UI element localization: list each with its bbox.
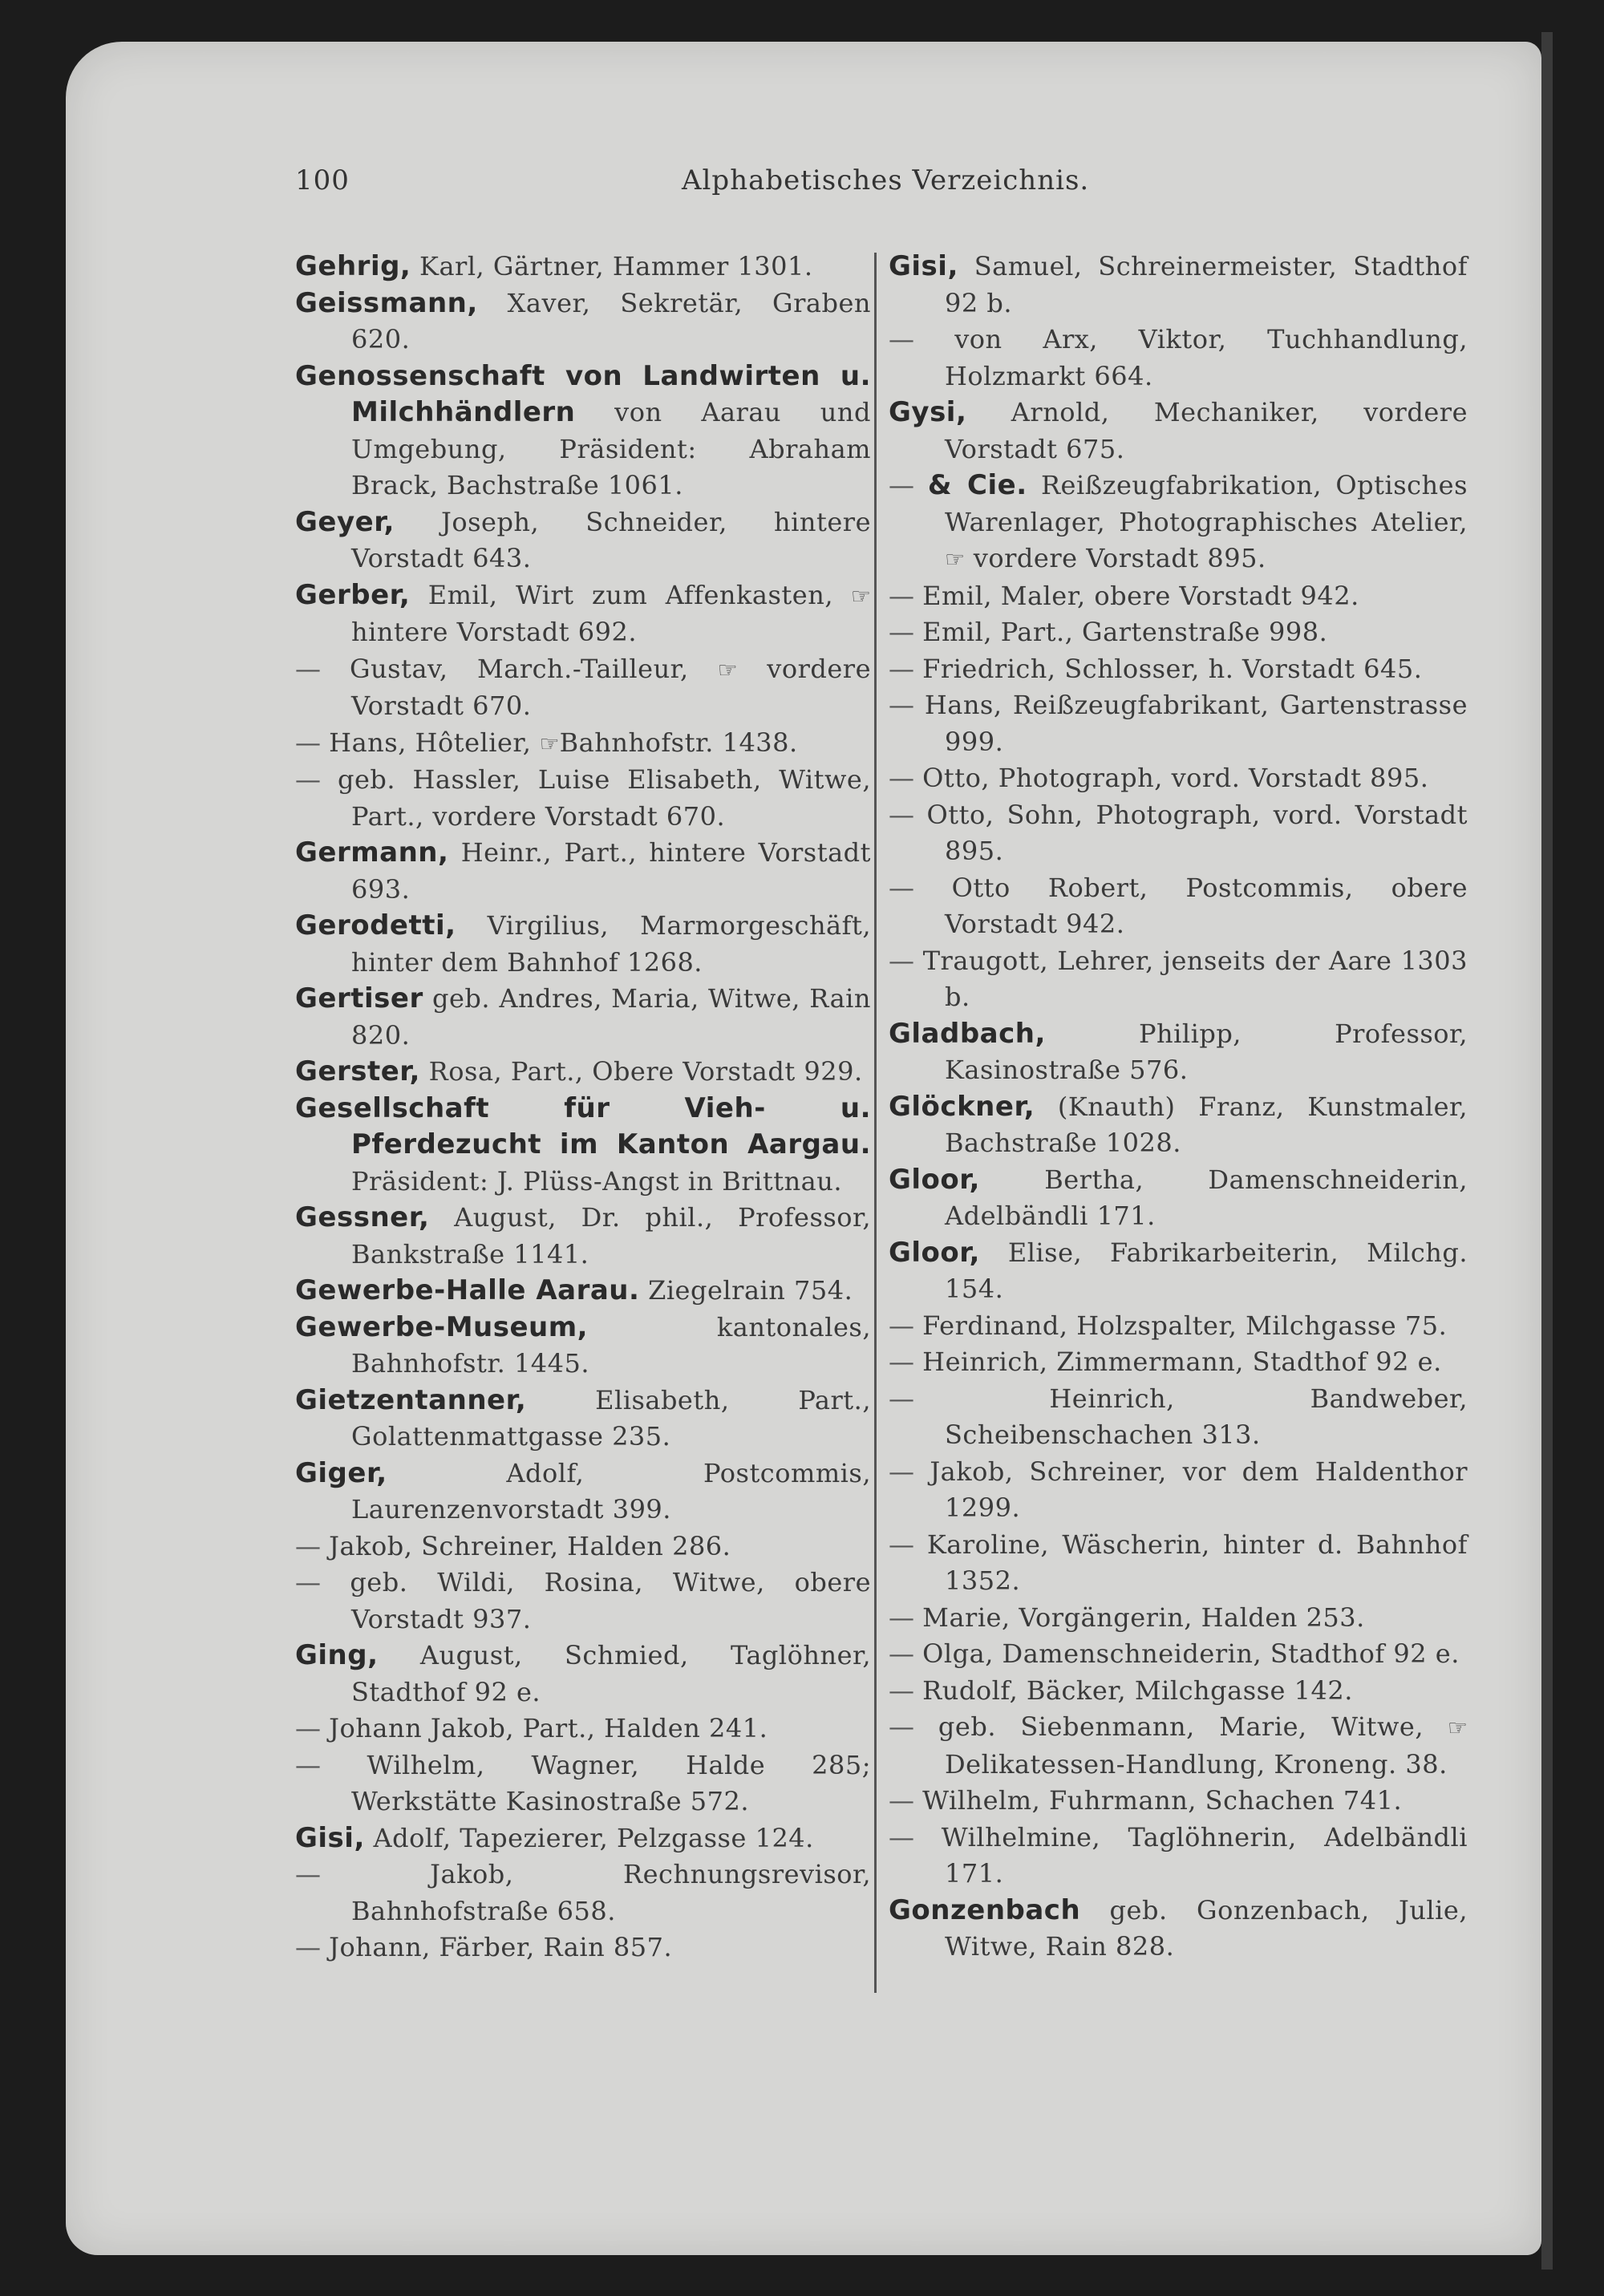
directory-entry — [295, 577, 871, 651]
pointing-hand-icon: ☞ — [850, 582, 872, 609]
directory-entry — [889, 614, 1468, 651]
entry-detail: Elisabeth, Part., Golattenmattgasse 235. — [351, 1384, 871, 1452]
entry-name: Gonzenbach — [889, 1893, 1081, 1926]
continuation-dash — [295, 1859, 871, 1926]
entry-lead — [295, 1458, 871, 1525]
entry-lead — [295, 580, 871, 648]
directory-entry — [889, 578, 1468, 615]
continuation-dash — [889, 1529, 1468, 1597]
continuation-dash — [889, 1310, 1447, 1341]
directory-entry — [889, 1600, 1468, 1637]
directory-entry — [295, 1565, 871, 1638]
directory-entry — [889, 1783, 1468, 1820]
entry-detail: Virgilius, Marmorgeschäft, hinter dem Bahnhof 1268. — [351, 910, 871, 978]
continuation-dash — [889, 617, 1327, 647]
entry-name: & Cie. — [927, 469, 1027, 501]
entry-detail: Jakob, Rechnungsrevisor, Bahnhofstraße 658. — [351, 1859, 872, 1926]
entry-lead — [889, 1164, 1468, 1232]
continuation-dash — [889, 1711, 1468, 1780]
book-edge — [1541, 32, 1553, 2270]
entry-detail: Emil, Maler, obere Vorstadt 942. — [922, 580, 1359, 611]
entry-name: Gladbach, — [889, 1017, 1046, 1050]
entry-detail: Wilhelmine, Taglöhnerin, Adelbändli 171. — [941, 1821, 1468, 1889]
continuation-dash — [889, 946, 1468, 1013]
entry-detail: Otto, Sohn, Photograph, vord. Vorstadt 895. — [926, 799, 1468, 866]
entry-detail: Xaver, Sekretär, Graben 620. — [351, 287, 871, 354]
continuation-dash — [889, 873, 1468, 940]
entry-lead — [889, 1018, 1468, 1086]
entry-detail: geb. Hassler, Luise Elisabeth, Witwe, Part., vordere Vorstadt 670. — [337, 764, 872, 832]
entry-lead — [295, 361, 871, 501]
entry-detail: Gustav, March.-Tailleur, — [350, 653, 689, 684]
directory-entry — [295, 1273, 871, 1310]
entry-detail: Bertha, Damenschneiderin, Adelbändli 171. — [945, 1164, 1468, 1231]
entry-detail: Heinrich, Bandweber, Scheibenschachen 313. — [945, 1383, 1468, 1450]
entry-name: Gloor, — [889, 1163, 980, 1196]
entry-detail: Olga, Damenschneiderin, Stadthof 92 e. — [922, 1638, 1460, 1669]
entry-name: Germann, — [295, 836, 449, 869]
entry-name: Genossenschaft von Landwirten u. Milchhändlern — [295, 359, 871, 428]
entry-lead — [295, 1312, 871, 1379]
continuation-dash — [889, 1383, 1468, 1451]
entry-name: Gerster, — [295, 1055, 420, 1087]
entry-detail: Karoline, Wäscherin, hinter d. Bahnhof 1352. — [926, 1529, 1468, 1596]
entry-lead — [889, 1091, 1468, 1159]
directory-entry — [295, 1930, 871, 1966]
entry-detail: Karl, Gärtner, Hammer 1301. — [411, 251, 813, 281]
entry-name: Gerodetti, — [295, 909, 456, 941]
directory-entry — [889, 395, 1468, 468]
directory-entry — [295, 285, 871, 358]
directory-entry — [889, 1527, 1468, 1600]
entry-name: Gewerbe-Museum, — [295, 1310, 589, 1343]
entry-detail: Joseph, Schneider, hintere Vorstadt 643. — [351, 506, 871, 573]
entry-name: Geyer, — [295, 505, 395, 538]
entry-detail: Heinrich, Zimmermann, Stadthof 92 e. — [922, 1346, 1442, 1377]
entry-detail: von Aarau und Umgebung, Präsident: Abraham Brack, Bachstraße 1061. — [351, 397, 871, 500]
continuation-dash — [295, 1750, 871, 1817]
continuation-dash — [889, 1456, 1468, 1524]
continuation-dash — [889, 800, 1468, 867]
directory-entry — [295, 651, 871, 725]
continuation-dash — [295, 1713, 768, 1743]
directory-entry — [295, 1200, 871, 1273]
directory-entry — [295, 1091, 871, 1201]
entry-detail: Johann, Färber, Rain 857. — [329, 1932, 673, 1962]
directory-entry — [295, 1820, 871, 1857]
entry-name: Glöckner, — [889, 1090, 1035, 1123]
entry-detail: Ferdinand, Holzspalter, Milchgasse 75. — [922, 1310, 1448, 1341]
entry-name: Gysi, — [889, 396, 967, 428]
pointing-hand-icon: ☞ — [539, 730, 560, 757]
continuation-dash — [295, 1567, 871, 1634]
directory-entry — [889, 1089, 1468, 1162]
directory-entry — [889, 1344, 1468, 1381]
entry-detail: Arnold, Mechaniker, vordere Vorstadt 675. — [945, 397, 1468, 464]
entry-lead — [295, 1385, 871, 1452]
pointing-hand-icon: ☞ — [1447, 1715, 1468, 1741]
directory-entry — [295, 1383, 871, 1456]
entry-detail: Adolf, Postcommis, Laurenzenvorstadt 399. — [351, 1457, 871, 1525]
continuation-dash — [295, 1531, 731, 1561]
continuation-dash — [889, 581, 1359, 611]
entry-detail: Hans, Hôtelier, — [329, 727, 532, 758]
directory-entry — [295, 981, 871, 1054]
continuation-dash — [295, 727, 798, 758]
directory-entry — [889, 651, 1468, 688]
directory-entry — [295, 504, 871, 577]
continuation-dash — [889, 1638, 1460, 1669]
right-column — [889, 249, 1468, 1966]
entry-detail: Jakob, Schreiner, Halden 286. — [329, 1530, 731, 1561]
entry-name: Gessner, — [295, 1201, 430, 1233]
directory-entry — [295, 725, 871, 763]
entry-detail: Adolf, Tapezierer, Pelzgasse 124. — [364, 1822, 814, 1853]
entry-name: Gewerbe-Halle Aarau. — [295, 1274, 640, 1306]
entry-lead — [295, 1275, 853, 1306]
entry-name: Gloor, — [889, 1236, 980, 1269]
directory-entry — [889, 1016, 1468, 1089]
directory-entry — [889, 1381, 1468, 1454]
continuation-dash — [889, 1785, 1402, 1816]
entry-detail: (Knauth) Franz, Kunstmaler, Bachstraße 1028. — [945, 1091, 1468, 1158]
entry-lead — [295, 983, 871, 1051]
continuation-dash — [889, 654, 1422, 684]
continuation-dash — [295, 764, 871, 832]
entry-detail: Hans, Reißzeugfabrikant, Gartenstrasse 999. — [924, 690, 1468, 757]
entry-detail: geb. Siebenmann, Marie, Witwe, — [938, 1711, 1424, 1742]
entry-name: Gertiser — [295, 982, 423, 1014]
entry-lead — [295, 1202, 871, 1269]
pointing-hand-icon: ☞ — [717, 656, 738, 683]
left-column — [295, 249, 871, 1966]
entry-lead — [295, 288, 871, 355]
entry-detail-continued: Delikatessen-Handlung, Kroneng. 38. — [945, 1748, 1448, 1780]
entry-detail: von Arx, Viktor, Tuchhandlung, Holzmarkt 664. — [945, 324, 1468, 391]
entry-detail: Marie, Vorgängerin, Halden 253. — [922, 1602, 1365, 1633]
directory-entry — [295, 908, 871, 981]
entry-detail: August, Schmied, Taglöhner, Stadthof 92 e. — [351, 1640, 871, 1707]
directory-entry — [295, 1638, 871, 1711]
pointing-hand-icon: ☞ — [945, 546, 966, 573]
entry-detail: kantonales, Bahnhofstr. 1445. — [351, 1311, 871, 1379]
directory-entry — [295, 835, 871, 908]
entry-name: Gietzentanner, — [295, 1383, 527, 1416]
running-title: Alphabetisches Verzeichnis. — [682, 164, 1090, 196]
continuation-dash — [889, 1822, 1468, 1889]
entry-lead — [889, 1895, 1468, 1962]
entry-detail: Rudolf, Bäcker, Milchgasse 142. — [922, 1674, 1353, 1706]
continuation-dash — [295, 1932, 672, 1962]
entry-detail: Otto Robert, Postcommis, obere Vorstadt 942. — [945, 872, 1468, 939]
entry-detail: Reißzeugfabrikation, Optisches Warenlager, Photographisches Atelier, — [945, 470, 1468, 537]
directory-entry — [295, 762, 871, 835]
entry-detail: Ziegelrain 754. — [639, 1275, 853, 1306]
entry-detail-continued: vordere Vorstadt 670. — [351, 653, 872, 721]
entry-detail: Traugott, Lehrer, jenseits der Aare 1303 b. — [922, 945, 1468, 1012]
directory-entry — [295, 1529, 871, 1565]
directory-entry — [295, 1310, 871, 1383]
entry-lead — [295, 837, 871, 905]
entry-detail: Rosa, Part., Obere Vorstadt 929. — [419, 1056, 863, 1087]
entry-name: Geissmann, — [295, 286, 478, 319]
entry-lead — [889, 251, 1468, 318]
entry-detail: Samuel, Schreinermeister, Stadthof 92 b. — [945, 251, 1468, 318]
entry-name: Giger, — [295, 1456, 387, 1489]
entry-detail: Friedrich, Schlosser, h. Vorstadt 645. — [922, 653, 1423, 684]
directory-entry — [889, 1893, 1468, 1966]
continuation-dash — [889, 1602, 1365, 1633]
entry-detail: Elise, Fabrikarbeiterin, Milchg. 154. — [945, 1237, 1468, 1304]
entry-lead — [295, 1823, 814, 1853]
entry-name: Gisi, — [889, 250, 958, 282]
entry-detail: geb. Andres, Maria, Witwe, Rain 820. — [351, 983, 871, 1051]
directory-entry — [889, 797, 1468, 870]
entry-detail: Wilhelm, Wagner, Halde 285; Werkstätte Kasinostraße 572. — [351, 1749, 872, 1816]
entry-name: Gisi, — [295, 1821, 365, 1854]
directory-entry — [889, 1636, 1468, 1673]
directory-entry — [295, 1857, 871, 1930]
directory-entry — [889, 687, 1468, 760]
entry-detail: Präsident: J. Plüss-Angst in Brittnau. — [351, 1165, 843, 1197]
entry-name: Ging, — [295, 1639, 379, 1671]
entry-name: Gesellschaft für Vieh- u. Pferdezucht im Kanton Aargau. — [295, 1091, 871, 1160]
directory-entry — [295, 1711, 871, 1747]
entry-detail-continued: Bahnhofstr. 1438. — [559, 727, 798, 758]
continuation-dash — [889, 1675, 1353, 1706]
directory-entry — [889, 1162, 1468, 1235]
directory-entry — [889, 1235, 1468, 1308]
continuation-dash — [295, 654, 871, 722]
entry-name: Gerber, — [295, 578, 411, 611]
directory-entry — [889, 322, 1468, 395]
entry-detail-continued: vordere Vorstadt 895. — [965, 543, 1266, 573]
entry-lead — [295, 910, 871, 978]
directory-entry — [295, 358, 871, 504]
directory-entry — [889, 1308, 1468, 1345]
entry-lead — [295, 1056, 863, 1087]
entry-detail: Jakob, Schreiner, vor dem Haldenthor 1299. — [930, 1456, 1468, 1523]
entry-detail: Johann Jakob, Part., Halden 241. — [329, 1713, 768, 1743]
entry-lead — [889, 1237, 1468, 1305]
continuation-dash — [889, 324, 1468, 391]
column-divider — [874, 253, 877, 1993]
entry-detail-continued: hintere Vorstadt 692. — [351, 617, 638, 647]
directory-entry — [889, 1673, 1468, 1710]
entry-lead — [295, 1093, 871, 1197]
entry-detail: Otto, Photograph, vord. Vorstadt 895. — [922, 763, 1429, 793]
continuation-dash — [889, 763, 1428, 793]
entry-detail: geb. Wildi, Rosina, Witwe, obere Vorstadt 937. — [350, 1567, 872, 1634]
directory-entry — [889, 1709, 1468, 1783]
entry-detail: Philipp, Professor, Kasinostraße 576. — [945, 1018, 1468, 1085]
entry-lead — [889, 397, 1468, 464]
entry-lead — [295, 251, 813, 281]
directory-entry — [889, 943, 1468, 1016]
continuation-dash — [889, 470, 1468, 573]
entry-detail: Emil, Wirt zum Affenkasten, — [410, 579, 834, 610]
directory-entry — [889, 468, 1468, 578]
entry-lead — [295, 1640, 871, 1707]
entry-detail: geb. Gonzenbach, Julie, Witwe, Rain 828. — [945, 1894, 1468, 1962]
directory-entry — [295, 1456, 871, 1529]
continuation-dash — [889, 690, 1468, 757]
directory-entry — [295, 1054, 871, 1091]
entry-name: Gehrig, — [295, 250, 411, 282]
entry-lead — [295, 507, 871, 574]
entry-detail: Heinr., Part., hintere Vorstadt 693. — [351, 837, 871, 905]
directory-entry — [889, 1820, 1468, 1893]
directory-entry — [295, 1747, 871, 1820]
directory-entry — [889, 249, 1468, 322]
continuation-dash — [889, 1346, 1442, 1377]
directory-entry — [889, 870, 1468, 943]
directory-entry — [295, 249, 871, 285]
page-number: 100 — [295, 164, 350, 196]
entry-detail: August, Dr. phil., Professor, Bankstraße 1141. — [351, 1202, 871, 1269]
directory-entry — [889, 1454, 1468, 1527]
directory-entry — [889, 760, 1468, 797]
entry-detail: Wilhelm, Fuhrmann, Schachen 741. — [922, 1785, 1403, 1816]
entry-detail: Emil, Part., Gartenstraße 998. — [922, 617, 1328, 647]
